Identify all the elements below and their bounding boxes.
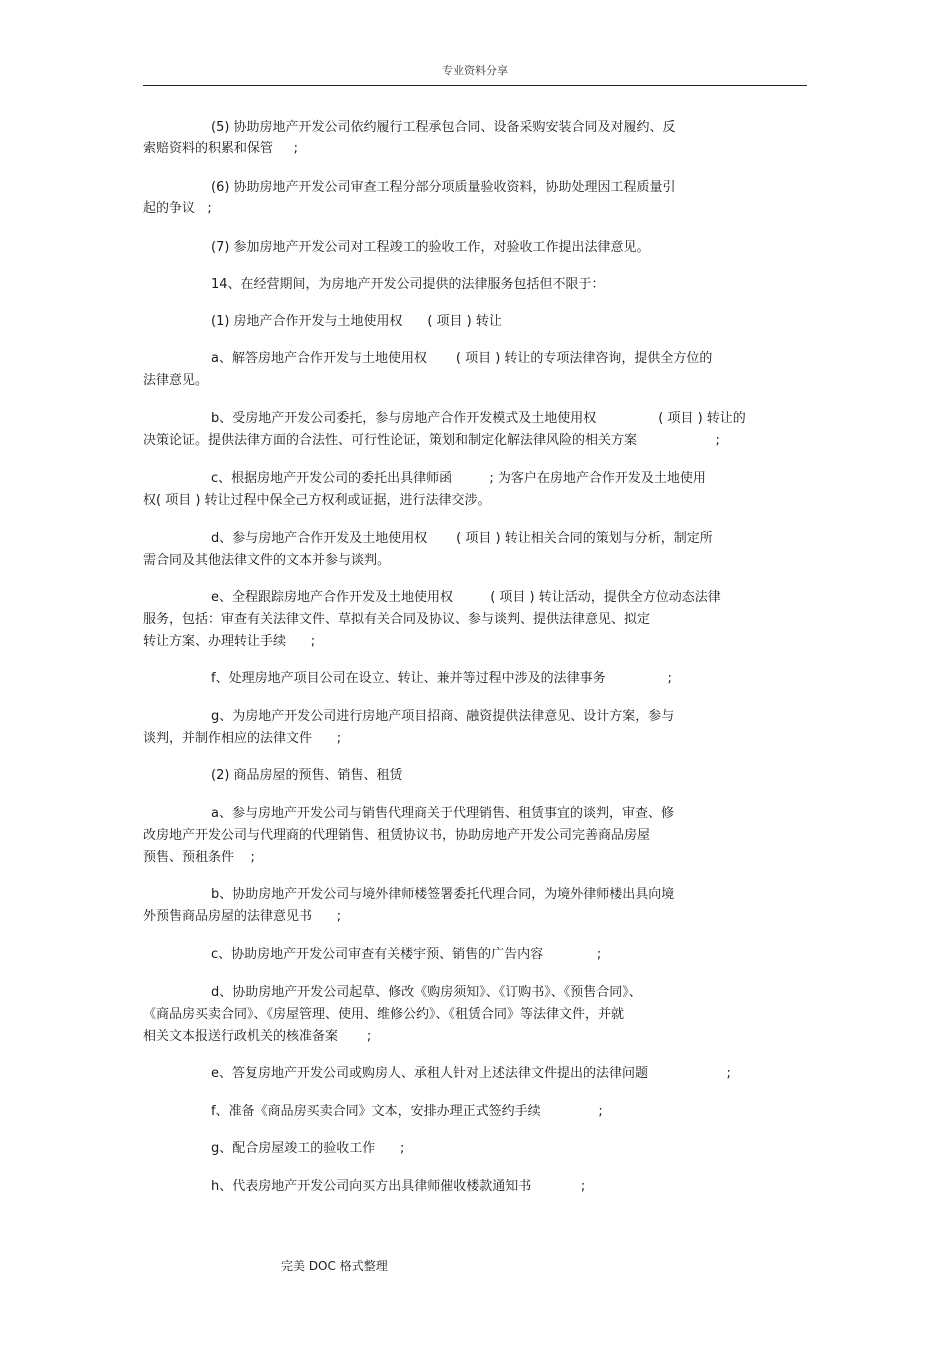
text-line: (7) 参加房地产开发公司对工程竣工的验收工作，对验收工作提出法律意见。 xyxy=(211,240,650,255)
text-line: 服务，包括：审查有关法律文件、草拟有关合同及协议、参与谈判、提供法律意见、拟定 xyxy=(143,612,651,627)
text-line: (6) 协助房地产开发公司审查工程分部分项质量验收资料，协助处理因工程质量引 xyxy=(211,180,676,195)
text-line: 起的争议 ; xyxy=(143,201,212,216)
text-line: c、协助房地产开发公司审查有关楼宇预、销售的广告内容 ; xyxy=(211,947,602,962)
text-line: e、答复房地产开发公司或购房人、承租人针对上述法律文件提出的法律问题 ; xyxy=(211,1066,731,1081)
text-line: g、配合房屋竣工的验收工作 ; xyxy=(211,1141,405,1156)
text-line: b、协助房地产开发公司与境外律师楼签署委托代理合同，为境外律师楼出具向境 xyxy=(211,887,675,902)
text-line: h、代表房地产开发公司向买方出具律师催收楼款通知书 ; xyxy=(211,1179,586,1194)
text-line: f、处理房地产项目公司在设立、转让、兼并等过程中涉及的法律事务 ; xyxy=(211,671,672,686)
header-divider xyxy=(143,85,807,86)
text-line: 改房地产开发公司与代理商的代理销售、租赁协议书，协助房地产开发公司完善商品房屋 xyxy=(143,828,651,843)
text-line: b、受房地产开发公司委托，参与房地产合作开发模式及土地使用权 ( 项目 ) 转让的 xyxy=(211,411,746,426)
text-line: 《商品房买卖合同》、《房屋管理、使用、维修公约》、《租赁合同》等法律文件，并就 xyxy=(143,1007,625,1022)
text-line: (5) 协助房地产开发公司依约履行工程承包合同、设备采购安装合同及对履约、反 xyxy=(211,120,676,135)
text-line: 法律意见。 xyxy=(143,373,209,388)
text-line: f、准备《商品房买卖合同》文本，安排办理正式签约手续 ; xyxy=(211,1104,603,1119)
text-line: c、根据房地产开发公司的委托出具律师函 ; 为客户在房地产合作开发及土地使用 xyxy=(211,471,706,486)
text-line: 谈判，并制作相应的法律文件 ; xyxy=(143,731,342,746)
text-line: a、参与房地产开发公司与销售代理商关于代理销售、租赁事宜的谈判，审查、修 xyxy=(211,806,674,821)
page-header: 专业资料分享 xyxy=(442,64,508,77)
page-footer: 完美 DOC 格式整理 xyxy=(281,1259,388,1273)
text-line: 相关文本报送行政机关的核准备案 ; xyxy=(143,1029,372,1044)
text-line: 决策论证。提供法律方面的合法性、可行性论证，策划和制定化解法律风险的相关方案 ; xyxy=(143,433,720,448)
text-line: a、解答房地产合作开发与土地使用权 ( 项目 ) 转让的专项法律咨询，提供全方位的 xyxy=(211,351,713,366)
text-line: d、协助房地产开发公司起草、修改《购房须知》、《订购书》、《预售合同》、 xyxy=(211,985,642,1000)
text-line: 转让方案、办理转让手续 ; xyxy=(143,634,316,649)
text-line: 权( 项目 ) 转让过程中保全己方权利或证据，进行法律交涉。 xyxy=(143,493,491,508)
text-line: 索赔资料的积累和保管 ; xyxy=(143,141,299,156)
text-line: g、为房地产开发公司进行房地产项目招商、融资提供法律意见、设计方案，参与 xyxy=(211,709,675,724)
text-line: (2) 商品房屋的预售、销售、租赁 xyxy=(211,768,403,783)
text-line: (1) 房地产合作开发与土地使用权 ( 项目 ) 转让 xyxy=(211,314,502,329)
text-line: 外预售商品房屋的法律意见书 ; xyxy=(143,909,342,924)
text-line: 14、在经营期间，为房地产开发公司提供的法律服务包括但不限于： xyxy=(211,277,605,292)
text-line: 需合同及其他法律文件的文本并参与谈判。 xyxy=(143,553,391,568)
text-line: d、参与房地产合作开发及土地使用权 ( 项目 ) 转让相关合同的策划与分析，制定所 xyxy=(211,531,713,546)
text-line: 预售、预租条件 ; xyxy=(143,850,255,865)
text-line: e、全程跟踪房地产合作开发及土地使用权 ( 项目 ) 转让活动，提供全方位动态法律 xyxy=(211,590,721,605)
